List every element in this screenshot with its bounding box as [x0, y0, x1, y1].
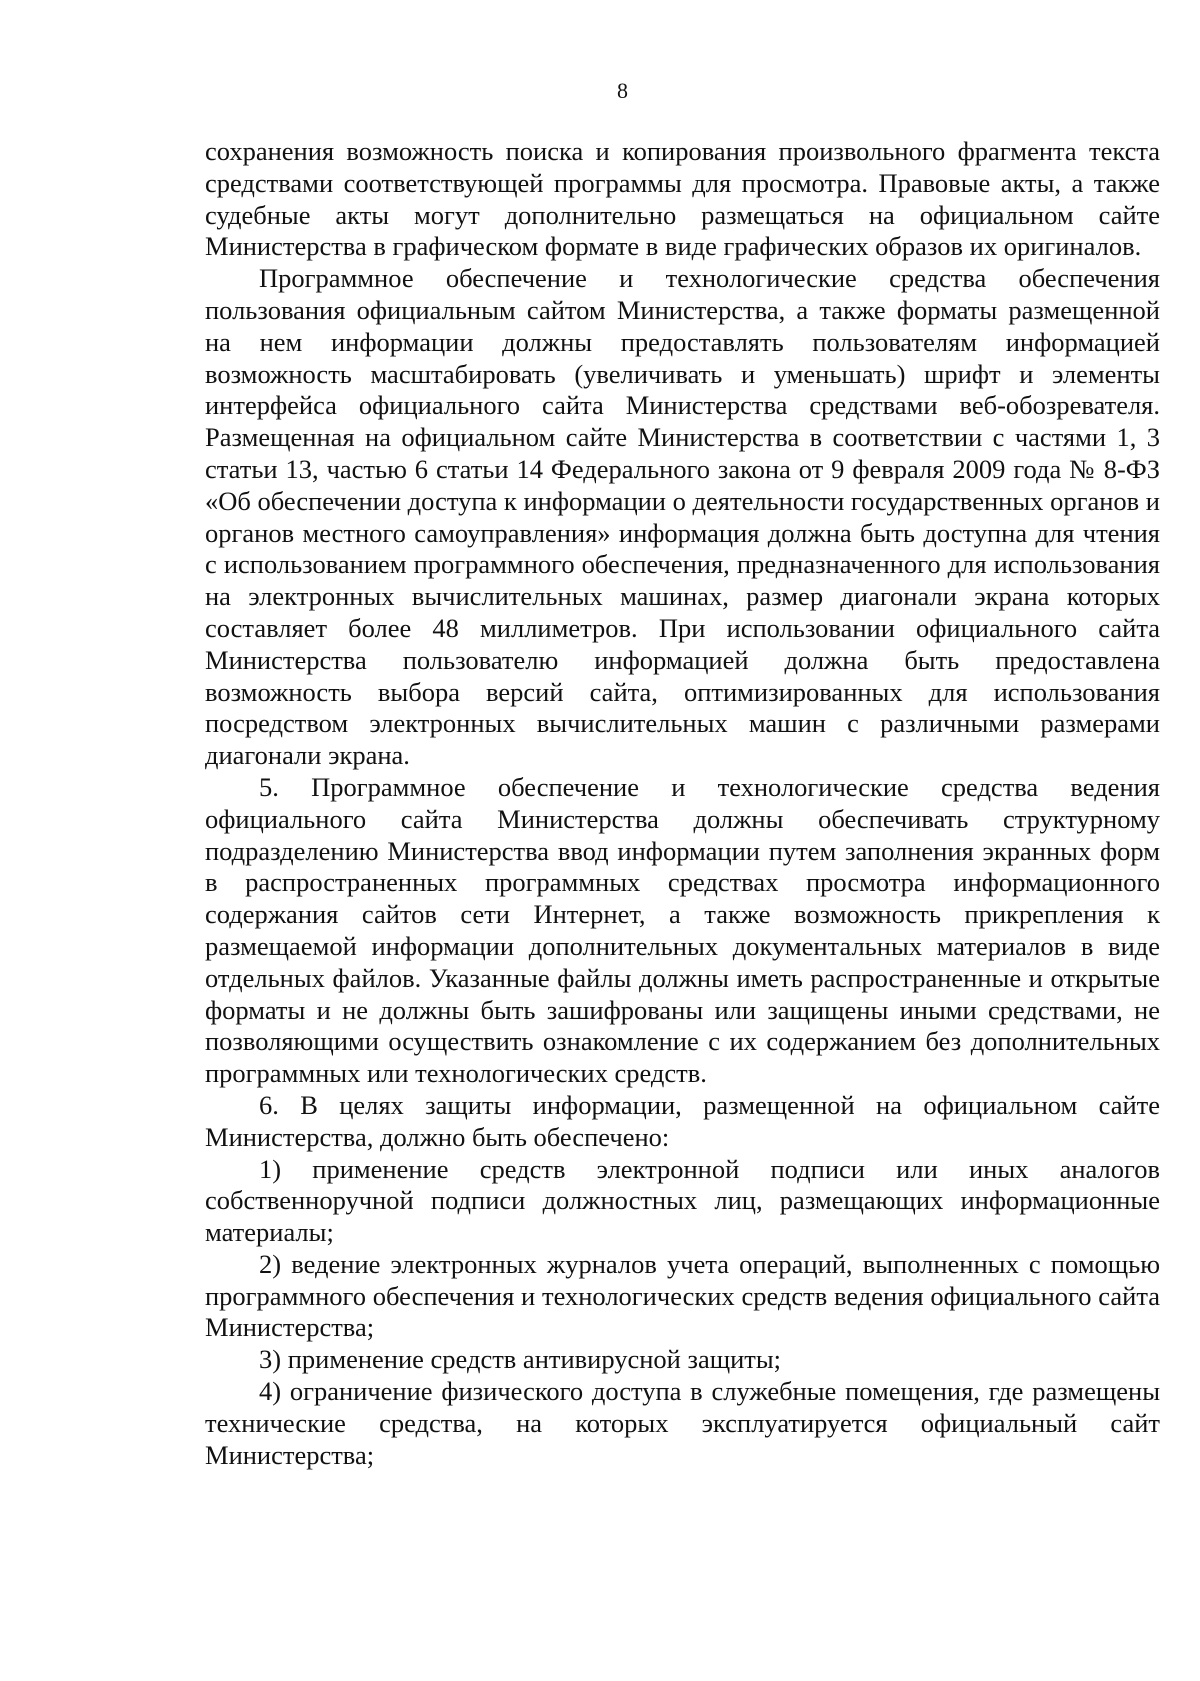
- list-item-4: 4) ограничение физического доступа в служебные помещения, где размещены технические средства, на которых эксплуатируется официальный сайт Министерства;: [205, 1376, 1160, 1470]
- document-body: [205, 136, 1160, 1471]
- page-number: 8: [617, 78, 628, 103]
- list-item-1: 1) применение средств электронной подписи или иных аналогов собственноручной подписи должностных лиц, размещающих информационные материалы;: [205, 1153, 1160, 1248]
- list-item-2: 2) ведение электронных журналов учета операций, выполненных с помощью программного обеспечения и технологических средств ведения официального сайта Министерства;: [205, 1248, 1160, 1343]
- paragraph-item-5: 5. Программное обеспечение и технологические средства ведения официального сайта Министерства должны обеспечивать структурному подразделению Министерства ввод информации путем заполнения экранных форм в распространенных программных средствах просмотра информационного содержания сайтов сети Интернет, а также возможность прикрепления к размещаемой информации дополнительных документальных материалов в виде отдельных файлов. Указанные файлы должны иметь распространенные и открытые форматы и не должны быть зашифрованы или защищены иными средствами, не позволяющими осуществить ознакомление с их содержанием без дополнительных программных или технологических средств.: [205, 771, 1160, 1089]
- paragraph-continuation: сохранения возможность поиска и копирования произвольного фрагмента текста средствами соответствующей программы для просмотра. Правовые акты, а также судебные акты могут дополнительно размещаться на официальном сайте Министерства в графическом формате в виде графических образов их оригиналов.: [205, 136, 1160, 262]
- paragraph-item-6: 6. В целях защиты информации, размещенной на официальном сайте Министерства, должно быть обеспечено:: [205, 1089, 1160, 1152]
- list-item-3: 3) применение средств антивирусной защиты;: [259, 1344, 782, 1375]
- paragraph-software-formats: Программное обеспечение и технологические средства обеспечения пользования официальным сайтом Министерства, а также форматы размещенной на нем информации должны предоставлять пользователям информацией возможность масштабировать (увеличивать и уменьшать) шрифт и элементы интерфейса официального сайта Министерства средствами веб-обозревателя. Размещенная на официальном сайте Министерства в соответствии с частями 1, 3 статьи 13, частью 6 статьи 14 Федерального закона от 9 февраля 2009 года № 8-ФЗ «Об обеспечении доступа к информации о деятельности государственных органов и органов местного самоуправления» информация должна быть доступна для чтения с использованием программного обеспечения, предназначенного для использования на электронных вычислительных машинах, размер диагонали экрана которых составляет более 48 миллиметров. При использовании официального сайта Министерства пользователю информацией должна быть предоставлена возможность выбора версий сайта, оптимизированных для использования посредством электронных вычислительных машин с различными размерами диагонали экрана.: [205, 263, 1160, 771]
